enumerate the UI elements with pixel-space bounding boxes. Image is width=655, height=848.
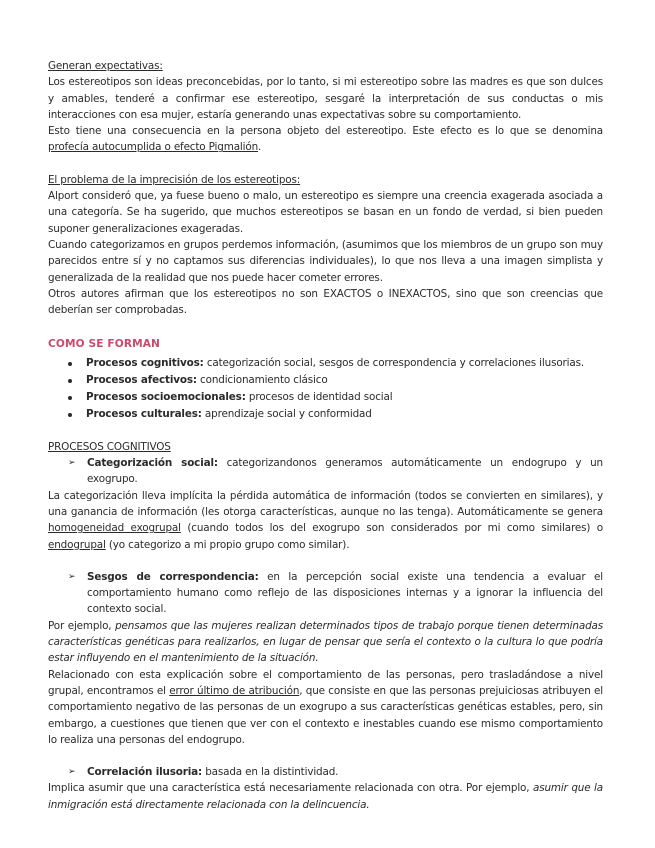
list-item-term: Procesos socioemocionales: xyxy=(86,390,246,403)
section-heading-procesos-cognitivos xyxy=(48,439,603,455)
arrow-bullet-icon: ➢ xyxy=(68,571,76,582)
section-heading-imprecision xyxy=(48,172,603,188)
arrow-bullet-icon: ➢ xyxy=(68,458,76,469)
paragraph-text: Los estereotipos son ideas preconcebidas, por lo tanto, si mi estereotipo sobre las madres es que son dulces y amables, tenderé a confirmar ese estereotipo, sesgaré la interpretación de sus conductas o mis interacciones con esa mujer, estaría generando unas expectativas sobre su comportamiento. xyxy=(48,76,603,121)
italic-example: pensamos que las mujeres realizan determinados tipos de trabajo porque tienen determinadas características genéticas para realizarlos, en lugar de pensar que sería el contexto o la cultura lo que podría estar influyendo en el mantenimiento de la situación. xyxy=(48,619,603,665)
paragraph xyxy=(48,74,603,123)
arrow-item-term: Correlación ilusoria: xyxy=(87,766,203,779)
heading-text: Generan expectativas: xyxy=(48,60,163,72)
spacer xyxy=(48,748,603,764)
paragraph xyxy=(48,488,603,553)
list-item-text: procesos de identidad social xyxy=(245,390,393,403)
arrow-item-text: en la percepción social existe una tendencia a evaluar el comportamiento humano como reflejo de las disposiciones internas y a ignorar la influencia del contexto social. xyxy=(87,570,603,616)
paragraph-text: Relacionado con esta explicación sobre el comportamiento de las personas, pero trasladándose a nivel grupal, encontramos el xyxy=(48,668,603,697)
paragraph xyxy=(48,123,603,156)
paragraph xyxy=(48,667,603,748)
arrow-item-term: Sesgos de correspondencia: xyxy=(87,570,259,583)
paragraph-text: , que consiste en que las personas prejuiciosas atribuyen el comportamiento negativo de las personas de un exogrupo a sus características genéticas estables, pero, sin embargo, a cuestiones que tienen que ver con el contexto e inestables cuando ese mismo comportamiento lo realiza una personas del endogrupo. xyxy=(48,684,603,746)
heading-text: PROCESOS COGNITIVOS xyxy=(48,440,171,453)
paragraph-text: Otros autores afirman que los estereotipos no son EXACTOS o INEXACTOS, sino que son creencias que deberían ser comprobadas. xyxy=(48,287,603,317)
list-item-term: Procesos afectivos: xyxy=(86,373,197,386)
section-heading-como-se-forman: COMO SE FORMAN xyxy=(48,338,160,351)
list-item xyxy=(86,389,603,406)
paragraph-text: (cuando todos los del exogrupo son considerados por mi como similares) o xyxy=(180,522,603,535)
spacer xyxy=(48,423,603,439)
underlined-term: endogrupal xyxy=(48,538,106,551)
list-item xyxy=(86,372,603,389)
bullet-list xyxy=(48,355,603,423)
heading-text: El problema de la imprecisión de los estereotipos: xyxy=(48,173,301,186)
spacer xyxy=(48,553,603,569)
paragraph xyxy=(48,237,603,286)
spacer xyxy=(48,156,603,172)
paragraph-text: Por ejemplo, xyxy=(48,619,116,632)
paragraph xyxy=(48,286,603,319)
list-item-text: aprendizaje social y conformidad xyxy=(201,407,372,420)
arrow-item-text: categorizandonos generamos automáticamente un endogrupo y un exogrupo. xyxy=(87,457,603,486)
arrow-item-categorizacion xyxy=(48,455,603,488)
paragraph-text: Esto tiene una consecuencia en la persona objeto del estereotipo. Este efecto es lo que se denomina xyxy=(48,125,603,138)
arrow-item-text: basada en la distintividad. xyxy=(202,766,339,779)
arrow-bullet-icon: ➢ xyxy=(68,767,76,778)
paragraph-text: La categorización lleva implícita la pérdida automática de información (todos se convierten en similares), y una ganancia de información (les otorga características, aunque no las tenga). Automáticamente se genera xyxy=(48,489,603,518)
spacer xyxy=(48,318,603,336)
underlined-term: profecía autocumplida o efecto Pigmalión xyxy=(48,141,259,154)
underlined-term: error último de atribución xyxy=(169,684,300,697)
list-item-term: Procesos cognitivos: xyxy=(86,356,204,369)
list-item xyxy=(86,406,603,423)
paragraph-text: . xyxy=(258,141,262,154)
list-item-text: categorización social, sesgos de correspondencia y correlaciones ilusorias. xyxy=(203,356,585,369)
paragraph-text: Alport consideró que, ya fuese bueno o malo, un estereotipo es siempre una creencia exagerada asociada a una categoría. Se ha sugerido, que muchos estereotipos se basan en un fondo de verdad, si bien pueden suponer generalizaciones exageradas. xyxy=(48,190,603,235)
paragraph xyxy=(48,780,603,813)
arrow-item-correlacion xyxy=(48,764,603,780)
paragraph-text: Cuando categorizamos en grupos perdemos información, (asumimos que los miembros de un grupo son muy parecidos entre sí y no captamos sus diferencias individuales), lo que nos lleva a una imagen simplista y generalizada de la realidad que nos puede hacer cometer errores. xyxy=(48,238,603,284)
paragraph xyxy=(48,618,603,667)
list-item-term: Procesos culturales: xyxy=(86,407,202,420)
document-page xyxy=(48,58,603,813)
section-heading-expectativas xyxy=(48,58,603,74)
list-item xyxy=(86,355,603,372)
paragraph-text: Implica asumir que una característica está necesariamente relacionada con otra. Por ejemplo, xyxy=(48,782,533,795)
italic-example: asumir que la inmigración está directamente relacionada con la delincuencia. xyxy=(48,782,603,811)
arrow-item-term: Categorización social: xyxy=(87,457,218,470)
paragraph-text: (yo categorizo a mi propio grupo como similar). xyxy=(105,538,350,551)
underlined-term: homogeneidad exogrupal xyxy=(48,522,181,535)
list-item-text: condicionamiento clásico xyxy=(196,373,328,386)
arrow-item-sesgos xyxy=(48,569,603,618)
paragraph xyxy=(48,188,603,237)
